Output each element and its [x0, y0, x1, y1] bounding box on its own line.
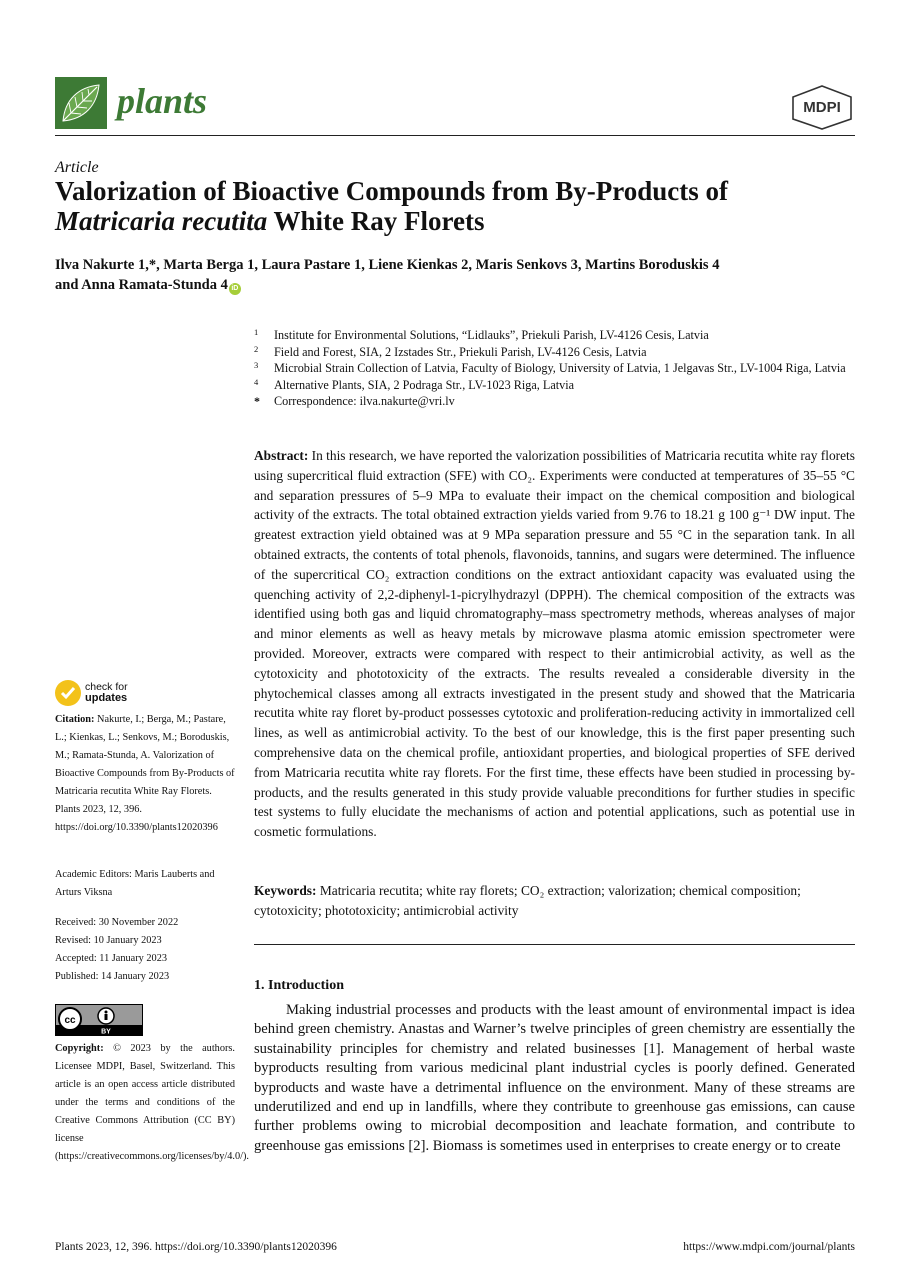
svg-text:cc: cc	[64, 1015, 76, 1026]
header-rule	[55, 135, 855, 136]
section-rule	[254, 944, 855, 945]
correspondence: * Correspondence: ilva.nakurte@vri.lv	[254, 394, 455, 408]
affiliation-item: 3 Microbial Strain Collection of Latvia, Faculty of Biology, University of Latvia, 1 Jelgavas Str., LV-1004 Riga, Latvia	[254, 360, 846, 375]
copyright-text: © 2023 by the authors. Licensee MDPI, Basel, Switzerland. This article is an open access article distributed under the terms and conditions of the Creative Commons Attribution (CC BY) license (https://creativecommons.org/licenses/by/4.0/).	[55, 1043, 249, 1162]
check-for-updates-icon[interactable]	[55, 680, 81, 706]
check-for-updates-label[interactable]: check for	[85, 681, 128, 693]
published-date: Published: 14 January 2023	[55, 971, 170, 982]
publisher-logo	[790, 84, 854, 130]
check-for-updates-label-bold[interactable]: updates	[85, 692, 128, 704]
abstract	[254, 446, 855, 842]
title-species: Matricaria recutita	[55, 206, 268, 236]
received-date: Received: 30 November 2022	[55, 917, 179, 928]
intro-paragraph: Making industrial processes and products with the least amount of environmental impact is idea behind green chemistry. Anastas and Warner’s twelve principles of green chemistry are essentially the sustainability principles for chemistry and related businesses [1]. Management of herbal waste byproducts resulting from various medicinal plant industrial cycles is poorly defined. Generated byproducts and waste have a detrimental influence on the environment. Many of these streams are underutilized and end up in landfills, where they contribute to greenhouse gas emissions, can cause further problems owing to microbial decomposition and leachate formation, and contribute to greenhouse gas emissions [2]. Biomass is sometimes used in enterprises to create energy or to create	[254, 1002, 855, 1154]
accepted-date: Accepted: 11 January 2023	[55, 953, 167, 964]
abstract-label: Abstract:	[254, 448, 309, 463]
author-list	[55, 255, 855, 295]
keywords	[254, 881, 855, 921]
academic-editors: Academic Editors: Maris Lauberts and Arturs Viksna	[55, 869, 215, 898]
citation-label: Citation:	[55, 714, 95, 725]
revised-date: Revised: 10 January 2023	[55, 935, 162, 946]
title-line1: Valorization of Bioactive Compounds from By-Products of	[55, 176, 728, 206]
cc-license-badge[interactable]	[55, 1004, 143, 1036]
title-rest: White Ray Florets	[267, 206, 485, 236]
affiliations	[254, 327, 854, 410]
authors-line1: Ilva Nakurte 1,*, Marta Berga 1, Laura Pastare 1, Liene Kienkas 2, Maris Senkovs 3, Martins Boroduskis 4	[55, 257, 720, 273]
copyright-block	[55, 1040, 249, 1166]
affiliation-item: 4 Alternative Plants, SIA, 2 Podraga Str., LV-1023 Riga, Latvia	[254, 376, 575, 392]
affiliation-item: 2 Field and Forest, SIA, 2 Izstades Str., Priekuli Parish, LV-4126 Cesis, Latvia	[254, 343, 647, 359]
paper-title	[55, 176, 855, 236]
keywords-text: Matricaria recutita; white ray florets; CO₂ extraction; valorization; chemical composition; cytotoxicity; phototoxicity; antimicrobial activity	[254, 883, 801, 918]
journal-logo	[55, 77, 107, 129]
copyright-label: Copyright:	[55, 1043, 104, 1054]
journal-name: plants	[117, 81, 208, 121]
section-heading: 1. Introduction	[254, 978, 344, 993]
cc-by-label: BY	[101, 1028, 111, 1035]
citation-text: Nakurte, I.; Berga, M.; Pastare, L.; Kienkas, L.; Senkovs, M.; Boroduskis, M.; Ramata-Stunda, A. Valorization of Bioactive Compounds from By-Products of Matricaria recutita White Ray Florets. Plants 2023, 12, 396. https://doi.org/10.3390/plants12020396	[55, 714, 235, 833]
keywords-label: Keywords:	[254, 883, 317, 898]
orcid-icon[interactable]: iD	[229, 283, 241, 295]
affiliation-item: 1 Institute for Environmental Solutions, “Lidlauks”, Priekuli Parish, LV-4126 Cesis, Latvia	[254, 327, 709, 342]
article-type: Article	[55, 159, 99, 176]
publisher-name: MDPI	[803, 99, 841, 116]
citation-block	[55, 711, 235, 837]
abstract-text: In this research, we have reported the valorization possibilities of Matricaria recutita white ray florets using supercritical fluid extraction (SFE) with CO₂. Experiments were conducted at temperatures of 35–55 °C and separation pressures of 5–9 MPa to evaluate their impact on the chemical composition and biological activity of the extracts. The total obtained extraction yields varied from 9.76 to 18.21 g 100 g⁻¹ DW input. The greatest extraction yield obtained was at 9 MPa separation pressure and 55 °C in the separation tank. In all obtained extracts, the contents of total phenols, flavonoids, tannins, and sugars were determined. The influence of the supercritical CO₂ extraction conditions on the extract antioxidant capacity was evaluated using the quenching activity of 2,2-diphenyl-1-picrylhydrazyl (DPPH). The chemical composition of the extracts was identified using both gas and liquid chromatography–mass spectrometry methods, whereas analyses of major and minor elements as well as heavy metals by microwave plasma atomic emission spectrometer were provided. Moreover, extracts were compared with respect to their antimicrobial activity, as well as the cytotoxicity and phototoxicity of the extracts. The results revealed a considerable diversity in the phytochemical classes among all extracts investigated in the present study and showed that the Matricaria recutita white ray floret by-product possesses cytotoxic and proliferation-reducing activity in immortalized cell lines, as well as antimicrobial activity. To the best of our knowledge, this is the first paper presenting such comprehensive data on the chemical profile, antioxidant properties, and biological properties of SFE derived from Matricaria recutita white ray florets. For the first time, these effects have been studied in processing by-products, and the results generated in this study provide valuable preconditions for further studies in specific test systems to fully elucidate the mechanisms of action and potential applications, such as potential use in cosmetic formulations.	[254, 448, 855, 840]
footer-journal-url[interactable]: https://www.mdpi.com/journal/plants	[683, 1241, 855, 1253]
authors-line2: and Anna Ramata-Stunda 4	[55, 277, 228, 293]
footer-citation: Plants 2023, 12, 396. https://doi.org/10.3390/plants12020396	[55, 1241, 337, 1253]
